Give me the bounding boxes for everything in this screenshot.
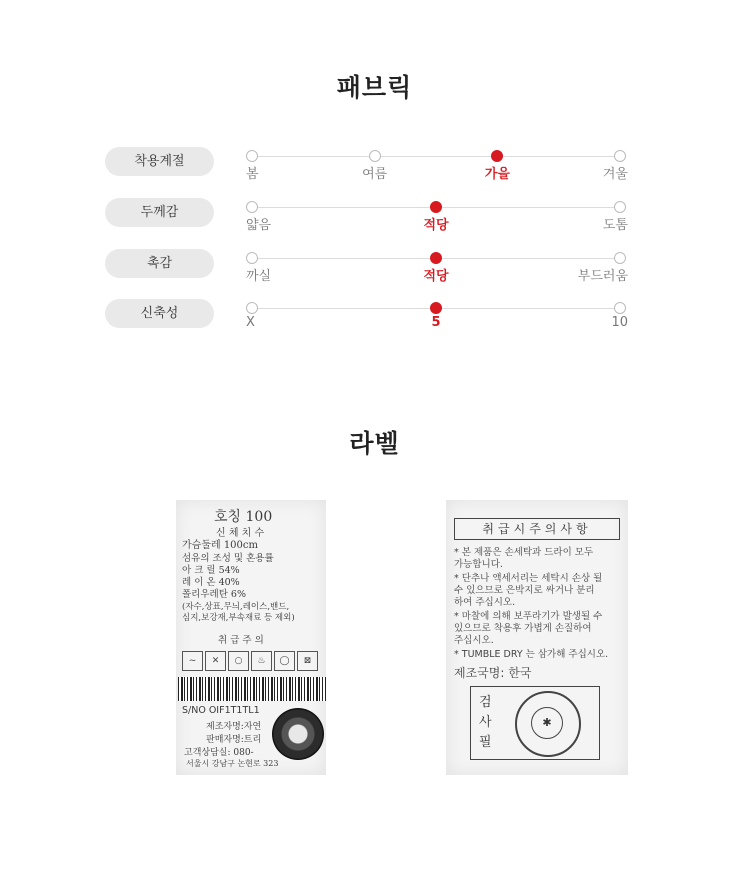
- care-line-6: * 마찰에 의해 보푸라기가 발생될 수: [454, 611, 603, 622]
- attribute-label: 착용계절: [105, 147, 214, 176]
- scale-option-label: 5: [431, 315, 441, 330]
- label-chest: 가슴둘레 100cm: [182, 540, 258, 551]
- size-label-photo: [176, 500, 326, 775]
- label-maker: 제조자명:자연: [206, 722, 262, 732]
- care-line-7: 있으므로 착용후 가볍게 손질하여: [454, 623, 592, 634]
- scale-option-label: 적당: [423, 218, 449, 233]
- iron-icon: ♨: [251, 651, 272, 671]
- scale-dot: [614, 302, 626, 314]
- care-symbols: [182, 648, 320, 671]
- scale-dot: [246, 150, 258, 162]
- care-line-4: 수 있으므로 은박지로 싸거나 분리: [454, 585, 595, 596]
- scale-dot-selected: [491, 150, 503, 162]
- origin-country: 제조국명: 한국: [454, 666, 532, 680]
- inspection-stamp: [470, 686, 600, 760]
- care-instructions-title: 취급시주의사항: [454, 518, 620, 540]
- scale-option-label: 여름: [362, 167, 388, 182]
- scale-option-label: 가을: [484, 167, 510, 182]
- scale-option-label: 적당: [423, 269, 449, 284]
- label-serial: S/NO OIF1T1TL1: [182, 705, 260, 716]
- button-icon: [272, 708, 324, 760]
- no-tumble-icon: ⊠: [297, 651, 318, 671]
- scale-option-label: 얇음: [246, 218, 272, 233]
- care-line-8: 주십시오.: [454, 635, 494, 646]
- label-exclusion-2: 심지,보강재,부속재료 등 제외): [182, 613, 295, 623]
- attribute-row: [0, 299, 749, 331]
- tribons-seal: [515, 691, 581, 757]
- attribute-row: [0, 198, 749, 233]
- label-address: 서울시 강남구 논현로 323: [186, 759, 279, 768]
- label-customer-service: 고객상담실: 080-: [184, 748, 254, 758]
- care-line-2: 가능합니다.: [454, 559, 503, 570]
- scale-dot: [246, 201, 258, 213]
- scale-option-label: 봄: [246, 167, 259, 182]
- barcode: [178, 677, 326, 701]
- label-size: 호칭 100: [214, 509, 273, 525]
- label-body-size-title: 신 체 치 수: [216, 528, 265, 539]
- label-acrylic: 아 크 릴 54%: [182, 565, 240, 576]
- scale-dot: [246, 252, 258, 264]
- fabric-section-title: 패브릭: [336, 73, 413, 102]
- label-seller: 판매자명:트리: [206, 735, 262, 745]
- scale-option-label: 부드러움: [577, 269, 628, 284]
- scale-dot: [614, 252, 626, 264]
- attribute-label: 촉감: [105, 249, 214, 278]
- care-line-9: * TUMBLE DRY 는 삼가해 주십시오.: [454, 649, 609, 660]
- label-composition-title: 섬유의 조성 및 혼용률: [182, 553, 274, 564]
- scale-option-label: 까실: [246, 269, 272, 284]
- scale-dot: [614, 150, 626, 162]
- scale-dot-selected: [430, 302, 442, 314]
- dry-icon: ○: [228, 651, 249, 671]
- scale-dot-selected: [430, 252, 442, 264]
- care-line-5: 하여 주십시오.: [454, 597, 516, 608]
- label-care-title: 취 급 주 의: [218, 635, 264, 646]
- attribute-row: [0, 147, 749, 182]
- scale-dot-selected: [430, 201, 442, 213]
- wash-icon: ~: [182, 651, 203, 671]
- scale-dot: [246, 302, 258, 314]
- label-exclusion-1: (자수,상표,무늬,레이스,밴드,: [182, 602, 290, 612]
- label-polyurethane: 폴리우레탄 6%: [182, 589, 246, 600]
- scale-option-label: X: [246, 315, 255, 330]
- inspection-text: 검사필: [479, 695, 492, 750]
- care-line-3: * 단추나 액세서리는 세탁시 손상 될: [454, 573, 603, 584]
- no-bleach-icon: ✕: [205, 651, 226, 671]
- label-rayon: 레 이 온 40%: [182, 577, 240, 588]
- dry-clean-icon: ◯: [274, 651, 295, 671]
- care-line-1: * 본 제품은 손세탁과 드라이 모두: [454, 547, 594, 558]
- care-label-photo: [446, 500, 628, 775]
- seal-center: ✱: [531, 707, 563, 739]
- attribute-row: [0, 249, 749, 284]
- label-section-title: 라벨: [349, 429, 400, 458]
- attribute-label: 두께감: [105, 198, 214, 227]
- scale-option-label: 10: [611, 315, 628, 330]
- attribute-label: 신축성: [105, 299, 214, 328]
- scale-dot: [614, 201, 626, 213]
- scale-dot: [369, 150, 381, 162]
- scale-option-label: 도톰: [602, 218, 628, 233]
- scale-option-label: 겨울: [602, 167, 628, 182]
- scale-track: [252, 156, 620, 157]
